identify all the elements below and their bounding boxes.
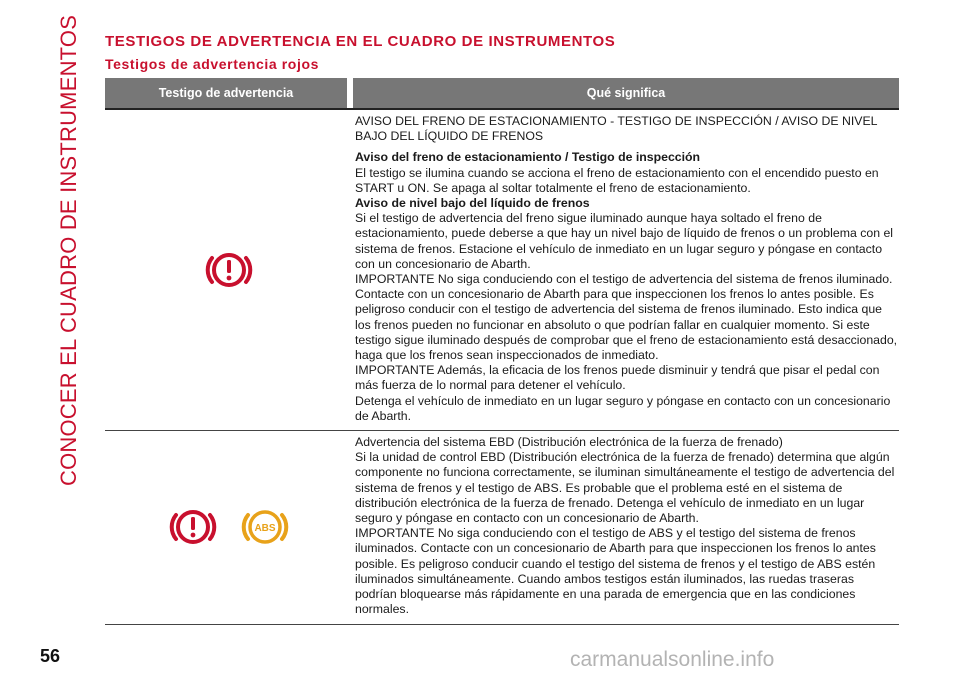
brake-warning-icon [202, 243, 256, 297]
header-meaning: Qué significa [586, 86, 666, 100]
side-section-title: CONOCER EL CUADRO DE INSTRUMENTOS [56, 14, 81, 486]
subheading: Aviso del freno de estacionamiento / Testigo de inspección [355, 150, 701, 165]
paragraph: Si el testigo de advertencia del freno sigue iluminado aunque haya soltado el freno de estacionamiento, puede deberse a que hay un nivel bajo de líquido de frenos o un problema con el sistema de frenos. Estacione el vehículo de inmediato en un lugar seguro y póngase en contacto con un concesionario de Abarth. [355, 211, 894, 271]
important-note: IMPORTANTE No siga conduciendo con el testigo de advertencia del sistema de frenos iluminado. Contacte con un concesionario de Abarth para que inspeccionen los frenos lo antes posible. Es peligroso conducir con el testigo de advertencia del sistema de frenos iluminado. Esto indica que los frenos pueden no funcionar en absoluto o que podrían fallar en cualquier momento. Si este testigo sigue iluminado después de comprobar que el freno de estacionamiento está desaccionado, haga que los frenos sean inspeccionados de inmediato. [355, 272, 898, 363]
important-note: IMPORTANTE No siga conduciendo con el testigo de ABS y el testigo del sistema de frenos iluminados. Contacte con un concesionario de Abarth para que inspeccionen los frenos lo antes posible. Es peligroso conducir cuando el testigo del sistema de frenos y el testigo de ABS estén iluminados simultáneamente. Cuando ambos testigos están iluminados, las ruedas traseras podrían bloquearse más rápidamente en una parada de emergencia que en las condiciones normales. [355, 526, 876, 617]
abs-warning-icon [238, 500, 292, 554]
section-subtitle: Testigos de advertencia rojos [105, 56, 319, 72]
table-header [105, 78, 899, 110]
row-heading: AVISO DEL FRENO DE ESTACIONAMIENTO - TESTIGO DE INSPECCIÓN / AVISO DE NIVEL BAJO DEL LÍQUIDO DE FRENOS [355, 114, 878, 144]
paragraph: Si la unidad de control EBD (Distribución electrónica de la fuerza de frenado) determina que algún componente no funciona correctamente, se iluminan simultáneamente el testigo de advertencia del sistema de frenos y el testigo de ABS. Es probable que el problema esté en el sistema de distribución electrónica de la fuerza de frenado. Detenga el vehículo de inmediato en un lugar seguro y póngase en contacto con un concesionario de Abarth. [355, 450, 895, 526]
page-number: 56 [40, 646, 61, 666]
table-row [105, 110, 899, 431]
icon-cell [105, 110, 353, 430]
warning-lights-table [105, 78, 899, 625]
watermark-text: carmanualsonline.info [570, 648, 775, 671]
table-row [105, 431, 899, 624]
meaning-cell [353, 431, 899, 623]
page-title: TESTIGOS DE ADVERTENCIA EN EL CUADRO DE INSTRUMENTOS [105, 33, 616, 50]
abs-label: ABS [254, 523, 276, 535]
meaning-cell [353, 110, 899, 430]
paragraph: Detenga el vehículo de inmediato en un lugar seguro y póngase en contacto con un concesionario de Abarth. [355, 393, 891, 423]
icon-cell [105, 431, 353, 623]
subheading: Aviso de nivel bajo del líquido de frenos [355, 196, 590, 211]
header-warning-light: Testigo de advertencia [158, 86, 294, 100]
paragraph: El testigo se ilumina cuando se acciona el freno de estacionamiento con el encendido puesto en START u ON. Se apaga al soltar totalmente el freno de estacionamiento. [355, 165, 879, 195]
brake-warning-icon [166, 500, 220, 554]
row-heading: Advertencia del sistema EBD (Distribución electrónica de la fuerza de frenado) [355, 435, 783, 450]
important-note: IMPORTANTE Además, la eficacia de los frenos puede disminuir y tendrá que pisar el pedal con más fuerza de lo normal para detener el vehículo. [355, 363, 880, 393]
